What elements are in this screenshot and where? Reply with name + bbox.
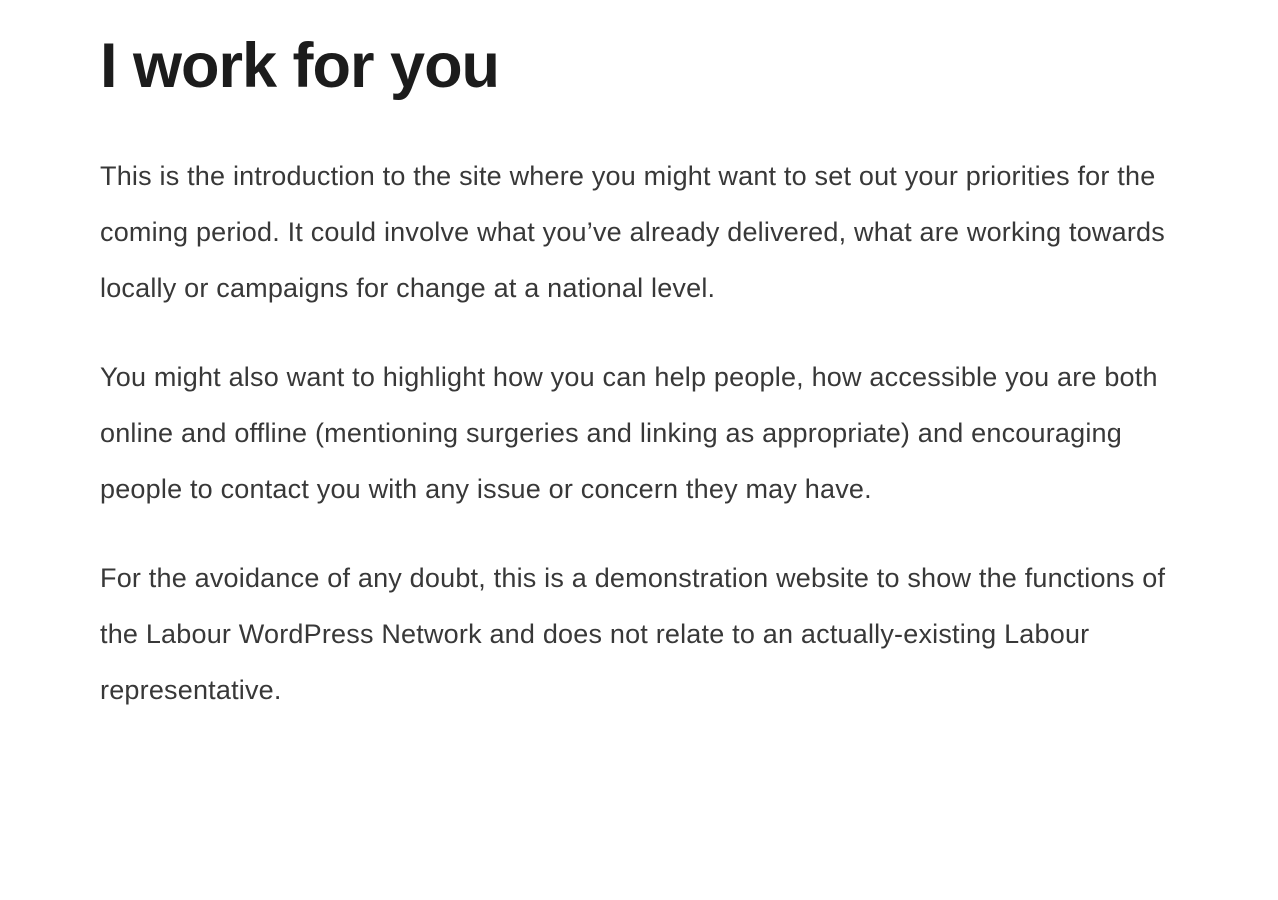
page-title: I work for you [100, 31, 500, 101]
disclaimer-paragraph: For the avoidance of any doubt, this is a demonstration website to show the functions of the Labour WordPress Network and does not relate to an actually-existing Labour representative. [100, 563, 1166, 706]
intro-paragraph-accessibility: You might also want to highlight how you can help people, how accessible you are both online and offline (mentioning surgeries and linking as appropriate) and encouraging people to contact you with any issue or concern they may have. [100, 362, 1158, 505]
intro-paragraph-priorities: This is the introduction to the site where you might want to set out your priorities for the coming period. It could involve what you’ve already delivered, what are working towards locally or campaigns for change at a national level. [100, 161, 1165, 304]
